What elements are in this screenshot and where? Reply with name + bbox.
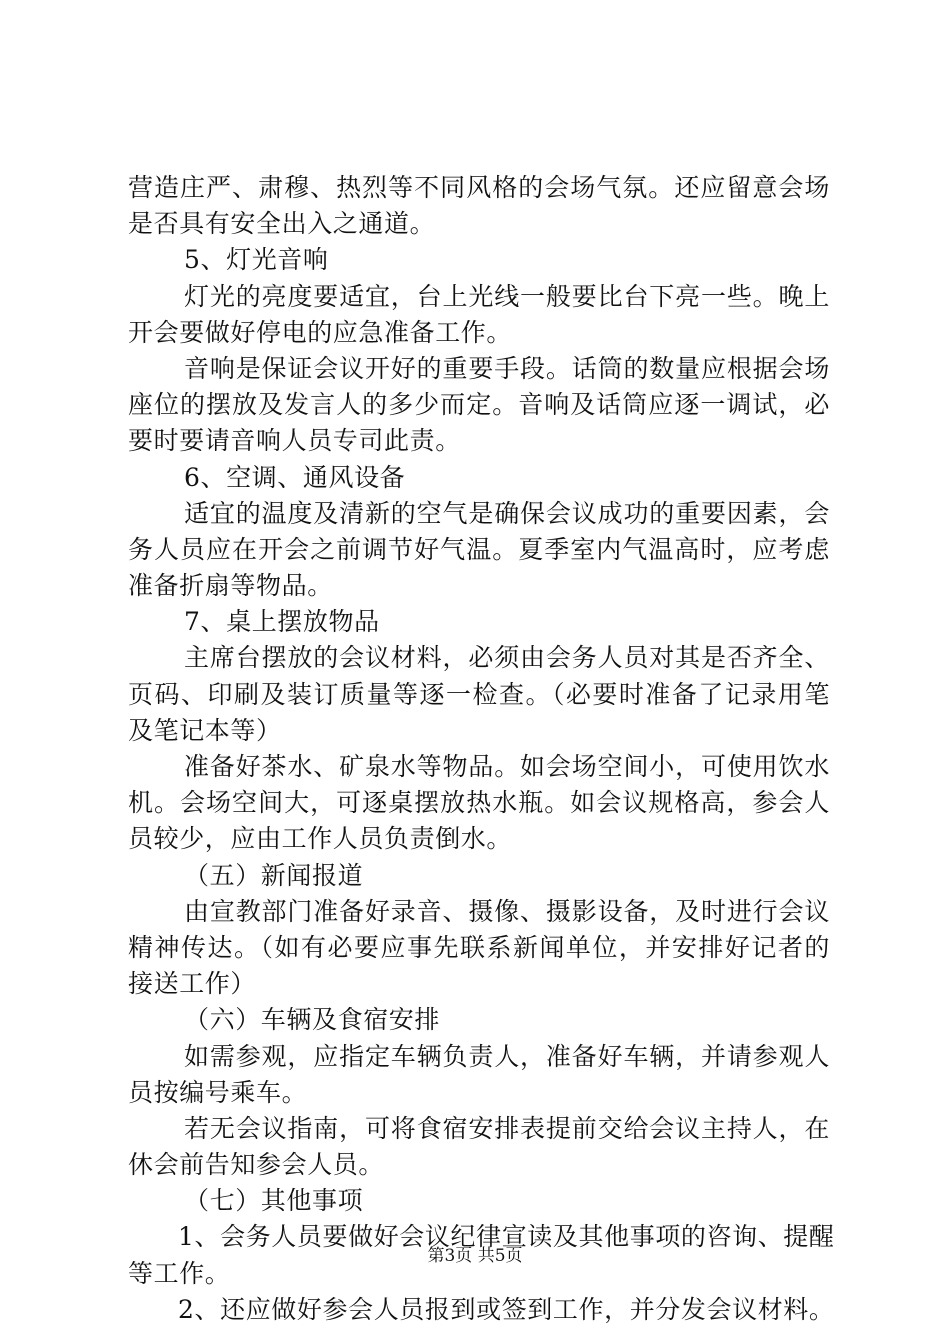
- paragraph-line: 1、会务人员要做好会议纪律宣读及其他事项的咨询、提醒: [178, 1222, 835, 1252]
- paragraph-line: 适宜的温度及清新的空气是确保会议成功的重要因素，会: [184, 498, 830, 528]
- page-number-footer: 第3页 共5页: [427, 1246, 523, 1266]
- paragraph-line: 员较少，应由工作人员负责倒水。: [128, 824, 513, 854]
- section-heading: （六）车辆及食宿安排: [184, 1005, 441, 1035]
- paragraph-line: 营造庄严、肃穆、热烈等不同风格的会场气氛。还应留意会场: [128, 173, 830, 202]
- paragraph-line: 等工作。: [128, 1258, 231, 1288]
- paragraph-line: 精神传达。（如有必要应事先联系新闻单位，并安排好记者的: [128, 932, 830, 962]
- paragraph-line: 由宣教部门准备好录音、摄像、摄影设备，及时进行会议: [184, 896, 830, 926]
- paragraph-line: 2、还应做好参会人员报到或签到工作，并分发会议材料。: [178, 1294, 835, 1324]
- section-heading: （五）新闻报道: [184, 860, 364, 890]
- section-heading: （七）其他事项: [184, 1186, 364, 1216]
- paragraph-line: 灯光的亮度要适宜，台上光线一般要比台下亮一些。晚上: [184, 281, 830, 311]
- paragraph-line: 要时要请音响人员专司此责。: [128, 426, 461, 456]
- section-heading: 6、空调、通风设备: [184, 462, 406, 492]
- paragraph-line: 准备折扇等物品。: [128, 571, 333, 601]
- section-heading: 7、桌上摆放物品: [184, 607, 380, 637]
- paragraph-line: 若无会议指南，可将食宿安排表提前交给会议主持人，在: [184, 1113, 830, 1143]
- paragraph-line: 机。会场空间大，可逐桌摆放热水瓶。如会议规格高，参会人: [128, 788, 830, 818]
- paragraph-line: 是否具有安全出入之通道。: [128, 209, 436, 239]
- paragraph-line: 员按编号乘车。: [128, 1077, 308, 1107]
- paragraph-line: 开会要做好停电的应急准备工作。: [128, 317, 513, 347]
- paragraph-line: 休会前告知参会人员。: [128, 1150, 385, 1180]
- paragraph-line: 主席台摆放的会议材料，必须由会务人员对其是否齐全、: [184, 643, 830, 673]
- paragraph-line: 音响是保证会议开好的重要手段。话筒的数量应根据会场: [184, 353, 830, 383]
- paragraph-line: 如需参观，应指定车辆负责人，准备好车辆，并请参观人: [184, 1041, 830, 1071]
- paragraph-line: 务人员应在开会之前调节好气温。夏季室内气温高时，应考虑: [128, 534, 830, 564]
- paragraph-line: 准备好茶水、矿泉水等物品。如会场空间小，可使用饮水: [184, 752, 830, 781]
- paragraph-line: 页码、印刷及装订质量等逐一检查。（必要时准备了记录用笔: [128, 679, 830, 709]
- section-heading: 5、灯光音响: [184, 245, 329, 275]
- document-body: [128, 170, 835, 1328]
- paragraph-line: 接送工作）: [128, 969, 257, 999]
- paragraph-line: 座位的摆放及发言人的多少而定。音响及话筒应逐一调试，必: [128, 390, 830, 420]
- paragraph-line: 及笔记本等）: [128, 715, 282, 745]
